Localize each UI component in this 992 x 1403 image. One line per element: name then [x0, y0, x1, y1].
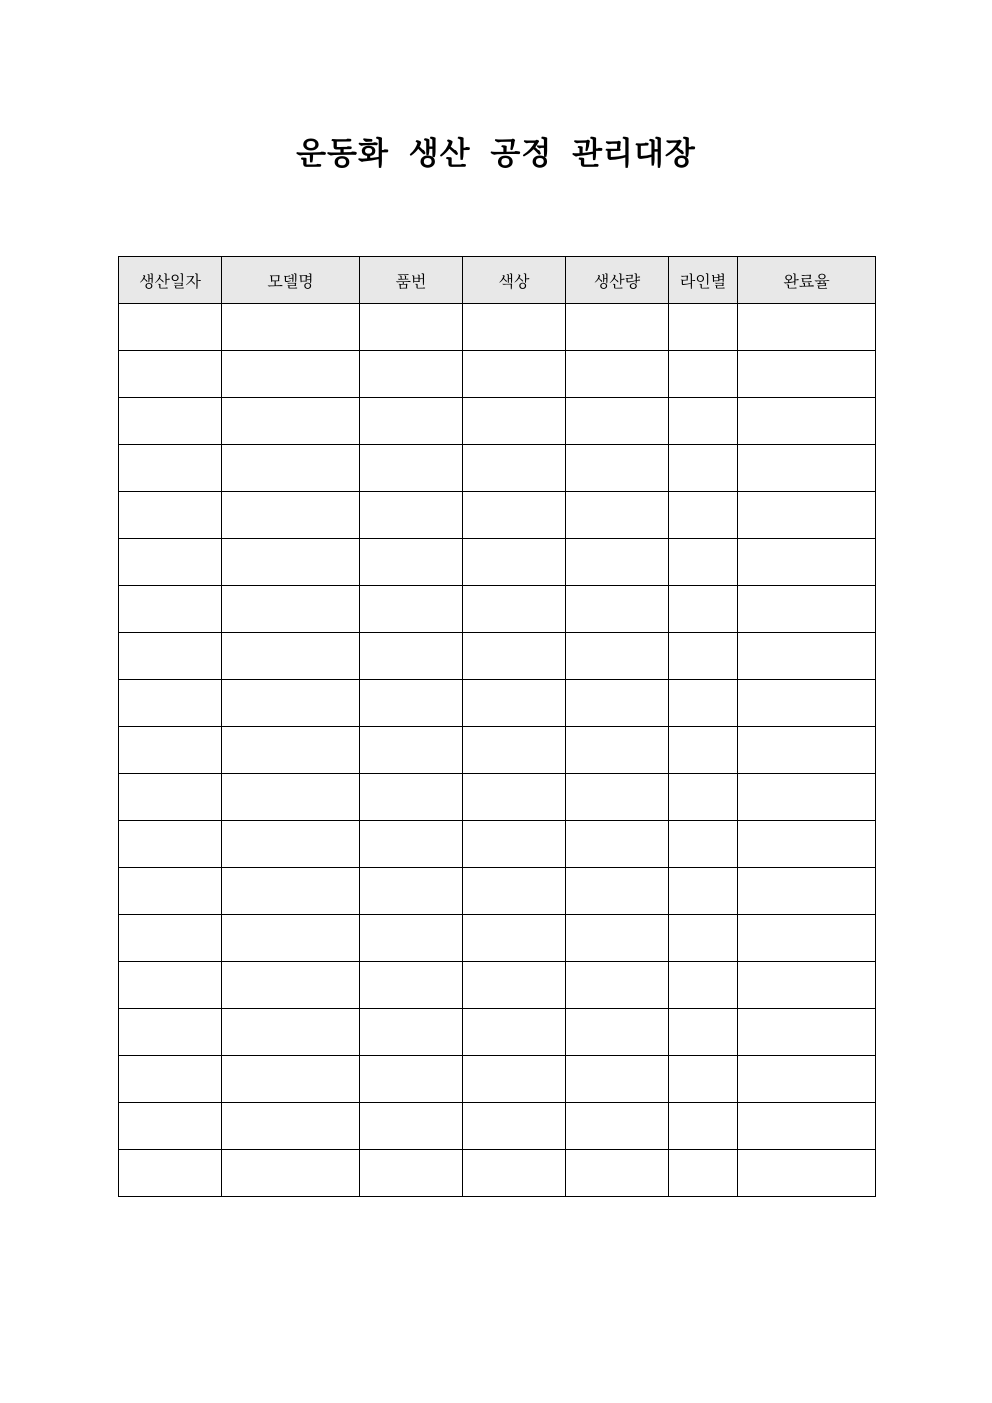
cell-by-line[interactable]	[669, 774, 738, 821]
table-row	[119, 962, 876, 1009]
cell-production-quantity[interactable]	[566, 586, 669, 633]
cell-production-date[interactable]	[119, 774, 222, 821]
header-model-name: 모델명	[222, 257, 360, 304]
cell-completion-rate[interactable]	[738, 821, 876, 868]
cell-color[interactable]	[463, 586, 566, 633]
table-row	[119, 727, 876, 774]
cell-color[interactable]	[463, 1150, 566, 1197]
header-production-quantity: 생산량	[566, 257, 669, 304]
cell-color[interactable]	[463, 868, 566, 915]
cell-model-name[interactable]	[222, 1150, 360, 1197]
cell-part-number[interactable]	[360, 1103, 463, 1150]
cell-part-number[interactable]	[360, 915, 463, 962]
cell-color[interactable]	[463, 1056, 566, 1103]
table-body	[119, 304, 876, 1197]
cell-color[interactable]	[463, 774, 566, 821]
cell-completion-rate[interactable]	[738, 680, 876, 727]
document-title: 운동화 생산 공정 관리대장	[296, 136, 696, 172]
cell-by-line[interactable]	[669, 868, 738, 915]
cell-part-number[interactable]	[360, 398, 463, 445]
cell-production-quantity[interactable]	[566, 1103, 669, 1150]
cell-production-quantity[interactable]	[566, 445, 669, 492]
cell-by-line[interactable]	[669, 398, 738, 445]
cell-color[interactable]	[463, 492, 566, 539]
cell-completion-rate[interactable]	[738, 1103, 876, 1150]
cell-production-quantity[interactable]	[566, 962, 669, 1009]
cell-model-name[interactable]	[222, 539, 360, 586]
cell-production-date[interactable]	[119, 1103, 222, 1150]
cell-production-date[interactable]	[119, 727, 222, 774]
table-row	[119, 1056, 876, 1103]
cell-production-quantity[interactable]	[566, 774, 669, 821]
cell-completion-rate[interactable]	[738, 539, 876, 586]
cell-production-quantity[interactable]	[566, 727, 669, 774]
cell-production-date[interactable]	[119, 398, 222, 445]
cell-part-number[interactable]	[360, 962, 463, 1009]
table-row	[119, 1103, 876, 1150]
cell-production-quantity[interactable]	[566, 351, 669, 398]
cell-part-number[interactable]	[360, 1056, 463, 1103]
cell-color[interactable]	[463, 351, 566, 398]
cell-completion-rate[interactable]	[738, 1056, 876, 1103]
table-row	[119, 304, 876, 351]
cell-by-line[interactable]	[669, 915, 738, 962]
cell-production-quantity[interactable]	[566, 1009, 669, 1056]
cell-model-name[interactable]	[222, 868, 360, 915]
cell-by-line[interactable]	[669, 351, 738, 398]
cell-part-number[interactable]	[360, 633, 463, 680]
cell-color[interactable]	[463, 727, 566, 774]
table-row	[119, 774, 876, 821]
table-row	[119, 915, 876, 962]
cell-model-name[interactable]	[222, 821, 360, 868]
cell-production-quantity[interactable]	[566, 821, 669, 868]
cell-part-number[interactable]	[360, 868, 463, 915]
cell-completion-rate[interactable]	[738, 868, 876, 915]
table-row	[119, 821, 876, 868]
cell-part-number[interactable]	[360, 1009, 463, 1056]
cell-model-name[interactable]	[222, 680, 360, 727]
cell-production-date[interactable]	[119, 492, 222, 539]
cell-production-date[interactable]	[119, 445, 222, 492]
header-production-date: 생산일자	[119, 257, 222, 304]
cell-color[interactable]	[463, 445, 566, 492]
cell-model-name[interactable]	[222, 915, 360, 962]
cell-production-date[interactable]	[119, 868, 222, 915]
cell-production-date[interactable]	[119, 633, 222, 680]
cell-production-date[interactable]	[119, 915, 222, 962]
cell-by-line[interactable]	[669, 445, 738, 492]
cell-model-name[interactable]	[222, 586, 360, 633]
cell-completion-rate[interactable]	[738, 351, 876, 398]
header-color: 색상	[463, 257, 566, 304]
cell-production-date[interactable]	[119, 962, 222, 1009]
cell-completion-rate[interactable]	[738, 774, 876, 821]
table-row	[119, 868, 876, 915]
cell-production-date[interactable]	[119, 1056, 222, 1103]
cell-by-line[interactable]	[669, 680, 738, 727]
cell-by-line[interactable]	[669, 962, 738, 1009]
cell-production-quantity[interactable]	[566, 539, 669, 586]
cell-part-number[interactable]	[360, 727, 463, 774]
table-row	[119, 492, 876, 539]
cell-by-line[interactable]	[669, 727, 738, 774]
cell-part-number[interactable]	[360, 492, 463, 539]
cell-production-quantity[interactable]	[566, 304, 669, 351]
cell-model-name[interactable]	[222, 774, 360, 821]
cell-production-quantity[interactable]	[566, 680, 669, 727]
cell-model-name[interactable]	[222, 727, 360, 774]
cell-production-quantity[interactable]	[566, 1150, 669, 1197]
cell-by-line[interactable]	[669, 821, 738, 868]
cell-completion-rate[interactable]	[738, 915, 876, 962]
cell-completion-rate[interactable]	[738, 445, 876, 492]
cell-production-date[interactable]	[119, 1150, 222, 1197]
cell-color[interactable]	[463, 680, 566, 727]
cell-model-name[interactable]	[222, 445, 360, 492]
cell-color[interactable]	[463, 1009, 566, 1056]
cell-by-line[interactable]	[669, 1103, 738, 1150]
cell-color[interactable]	[463, 962, 566, 1009]
cell-part-number[interactable]	[360, 821, 463, 868]
cell-part-number[interactable]	[360, 586, 463, 633]
cell-production-quantity[interactable]	[566, 1056, 669, 1103]
cell-completion-rate[interactable]	[738, 633, 876, 680]
cell-production-date[interactable]	[119, 539, 222, 586]
cell-color[interactable]	[463, 304, 566, 351]
cell-production-quantity[interactable]	[566, 398, 669, 445]
cell-model-name[interactable]	[222, 304, 360, 351]
cell-model-name[interactable]	[222, 351, 360, 398]
cell-color[interactable]	[463, 821, 566, 868]
header-by-line: 라인별	[669, 257, 738, 304]
cell-part-number[interactable]	[360, 774, 463, 821]
table-row	[119, 398, 876, 445]
cell-production-date[interactable]	[119, 680, 222, 727]
production-ledger-table	[118, 256, 876, 1197]
cell-production-date[interactable]	[119, 821, 222, 868]
cell-by-line[interactable]	[669, 586, 738, 633]
cell-color[interactable]	[463, 398, 566, 445]
cell-model-name[interactable]	[222, 492, 360, 539]
cell-completion-rate[interactable]	[738, 727, 876, 774]
cell-production-date[interactable]	[119, 351, 222, 398]
cell-production-quantity[interactable]	[566, 868, 669, 915]
cell-completion-rate[interactable]	[738, 304, 876, 351]
header-part-number: 품번	[360, 257, 463, 304]
table-row	[119, 680, 876, 727]
cell-part-number[interactable]	[360, 1150, 463, 1197]
table-row	[119, 1150, 876, 1197]
cell-by-line[interactable]	[669, 492, 738, 539]
cell-production-date[interactable]	[119, 1009, 222, 1056]
cell-model-name[interactable]	[222, 962, 360, 1009]
cell-completion-rate[interactable]	[738, 492, 876, 539]
cell-model-name[interactable]	[222, 398, 360, 445]
cell-model-name[interactable]	[222, 1009, 360, 1056]
table-row	[119, 586, 876, 633]
cell-color[interactable]	[463, 915, 566, 962]
cell-by-line[interactable]	[669, 1150, 738, 1197]
cell-part-number[interactable]	[360, 351, 463, 398]
cell-model-name[interactable]	[222, 1103, 360, 1150]
cell-completion-rate[interactable]	[738, 962, 876, 1009]
table-header-row	[119, 257, 876, 304]
cell-production-quantity[interactable]	[566, 633, 669, 680]
cell-part-number[interactable]	[360, 304, 463, 351]
cell-color[interactable]	[463, 539, 566, 586]
cell-by-line[interactable]	[669, 539, 738, 586]
cell-production-date[interactable]	[119, 586, 222, 633]
table-row	[119, 539, 876, 586]
cell-completion-rate[interactable]	[738, 1150, 876, 1197]
cell-production-quantity[interactable]	[566, 492, 669, 539]
table-row	[119, 1009, 876, 1056]
cell-production-date[interactable]	[119, 304, 222, 351]
cell-by-line[interactable]	[669, 304, 738, 351]
cell-color[interactable]	[463, 1103, 566, 1150]
cell-completion-rate[interactable]	[738, 398, 876, 445]
cell-model-name[interactable]	[222, 633, 360, 680]
cell-by-line[interactable]	[669, 633, 738, 680]
cell-production-quantity[interactable]	[566, 915, 669, 962]
cell-by-line[interactable]	[669, 1056, 738, 1103]
table-row	[119, 633, 876, 680]
header-completion-rate: 완료율	[738, 257, 876, 304]
cell-part-number[interactable]	[360, 539, 463, 586]
table-row	[119, 351, 876, 398]
cell-part-number[interactable]	[360, 445, 463, 492]
table-row	[119, 445, 876, 492]
cell-model-name[interactable]	[222, 1056, 360, 1103]
cell-completion-rate[interactable]	[738, 1009, 876, 1056]
cell-color[interactable]	[463, 633, 566, 680]
cell-part-number[interactable]	[360, 680, 463, 727]
cell-by-line[interactable]	[669, 1009, 738, 1056]
cell-completion-rate[interactable]	[738, 586, 876, 633]
